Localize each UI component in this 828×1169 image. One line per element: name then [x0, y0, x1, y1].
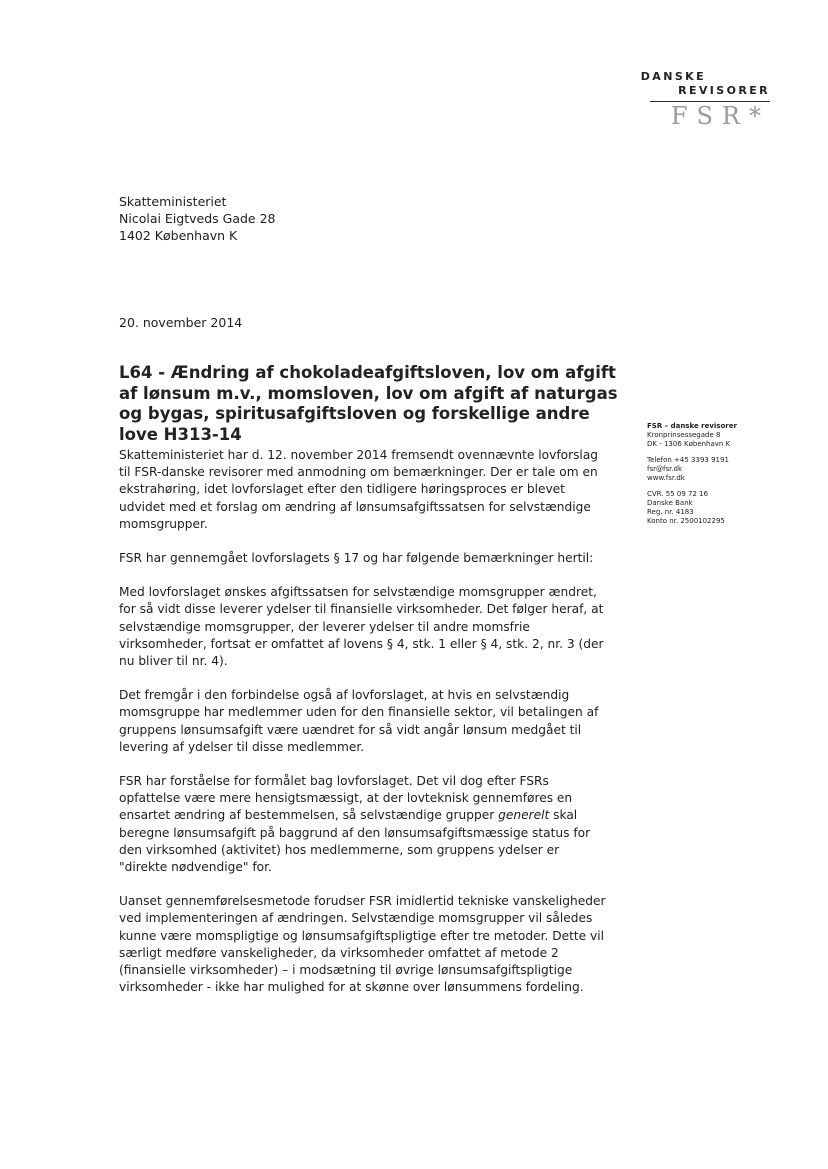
- letter-title: L64 - Ændring af chokoladeafgiftsloven, lov om afgift af lønsum m.v., momsloven, lov om afgift af naturgas og bygas, spiritusafgiftsloven og forskellige andre love H313-14: [119, 363, 618, 444]
- body-paragraph-5-end: skal beregne lønsumsafgift på baggrund af den lønsumsafgiftsmæssige status for den virksomhed (aktivitet) hos medlemmerne, som gruppens ydelser er "direkte nødvendige" for.: [119, 808, 591, 875]
- sender-cvr: CVR. 55 09 72 16: [647, 490, 709, 498]
- fsr-logo: [640, 70, 770, 128]
- sender-reg: Reg. nr. 4183: [647, 508, 694, 516]
- body-paragraph-1: Skatteministeriet har d. 12. november 2014 fremsendt ovennævnte lovforslag til FSR-danske revisorer med anmodning om bemærkninger. Der er tale om en ekstrahøring, idet lovforslaget efter den tidligere høringsproces er blevet udvidet med et forslag om ændring af lønsumsafgiftssatsen for selvstændige momsgrupper.: [119, 448, 599, 531]
- body-paragraph-5-emphasis: generelt: [498, 808, 550, 823]
- logo-line1: DANSKE: [640, 70, 706, 83]
- sender-web: www.fsr.dk: [647, 474, 685, 482]
- recipient-city: 1402 København K: [119, 228, 238, 243]
- letter-date: 20. november 2014: [119, 315, 243, 330]
- sender-org: FSR – danske revisorer: [647, 422, 737, 430]
- sender-bank: Danske Bank: [647, 499, 693, 507]
- body-paragraph-4: Det fremgår i den forbindelse også af lovforslaget, at hvis en selvstændig momsgruppe har medlemmer uden for den finansielle sektor, vil betalingen af gruppens lønsumsafgift være uændret for så vidt angår lønsum medgået til levering af ydelser til disse medlemmer.: [119, 688, 599, 754]
- sender-email: fsr@fsr.dk: [647, 465, 683, 473]
- body-paragraph-5: [119, 773, 609, 876]
- logo-line2: REVISORER: [678, 84, 770, 97]
- sender-street: Kronprinsessegade 8: [647, 431, 721, 439]
- body-paragraph-2: FSR har gennemgået lovforslagets § 17 og har følgende bemærkninger hertil:: [119, 551, 594, 566]
- body-paragraph-6: Uanset gennemførelsesmetode forudser FSR imidlertid tekniske vanskeligheder ved implementeringen af ændringen. Selvstændige momsgrupper vil således kunne være momspligtige og lønsumsafgiftspligtige efter tre metoder. Dette vil særligt medføre vanskeligheder, da virksomheder omfattet af metode 2 (finansielle virksomheder) – i modsætning til øvrige lønsumsafgiftspligtige virksomheder - ikke har mulighed for at skønne over lønsummens fordeling.: [119, 894, 606, 995]
- recipient-address: [119, 193, 276, 244]
- sender-phone: Telefon +45 3393 9191: [647, 456, 729, 464]
- letter-body: [119, 447, 609, 1013]
- body-paragraph-3: Med lovforslaget ønskes afgiftssatsen for selvstændige momsgrupper ændret, for så vidt disse leverer ydelser til finansielle virksomheder. Det følger heraf, at selvstændige momsgrupper, der leverer ydelser til andre momsfrie virksomheder, fortsat er omfattet af lovens § 4, stk. 1 eller § 4, stk. 2, nr. 3 (der nu bliver til nr. 4).: [119, 585, 604, 669]
- logo-mark: FSR*: [670, 102, 770, 130]
- sender-city: DK - 1306 København K: [647, 440, 731, 448]
- recipient-street: Nicolai Eigtveds Gade 28: [119, 211, 276, 226]
- recipient-name: Skatteministeriet: [119, 194, 227, 209]
- body-paragraph-5-start: FSR har forståelse for formålet bag lovforslaget. Det vil dog efter FSRs opfattelse være mere hensigtsmæssigt, at der lovteknisk gennemføres en ensartet ændring af bestemmelsen, så selvstændige grupper: [119, 774, 573, 823]
- sender-info: [647, 422, 767, 533]
- sender-account: Konto nr. 2500102295: [647, 517, 725, 525]
